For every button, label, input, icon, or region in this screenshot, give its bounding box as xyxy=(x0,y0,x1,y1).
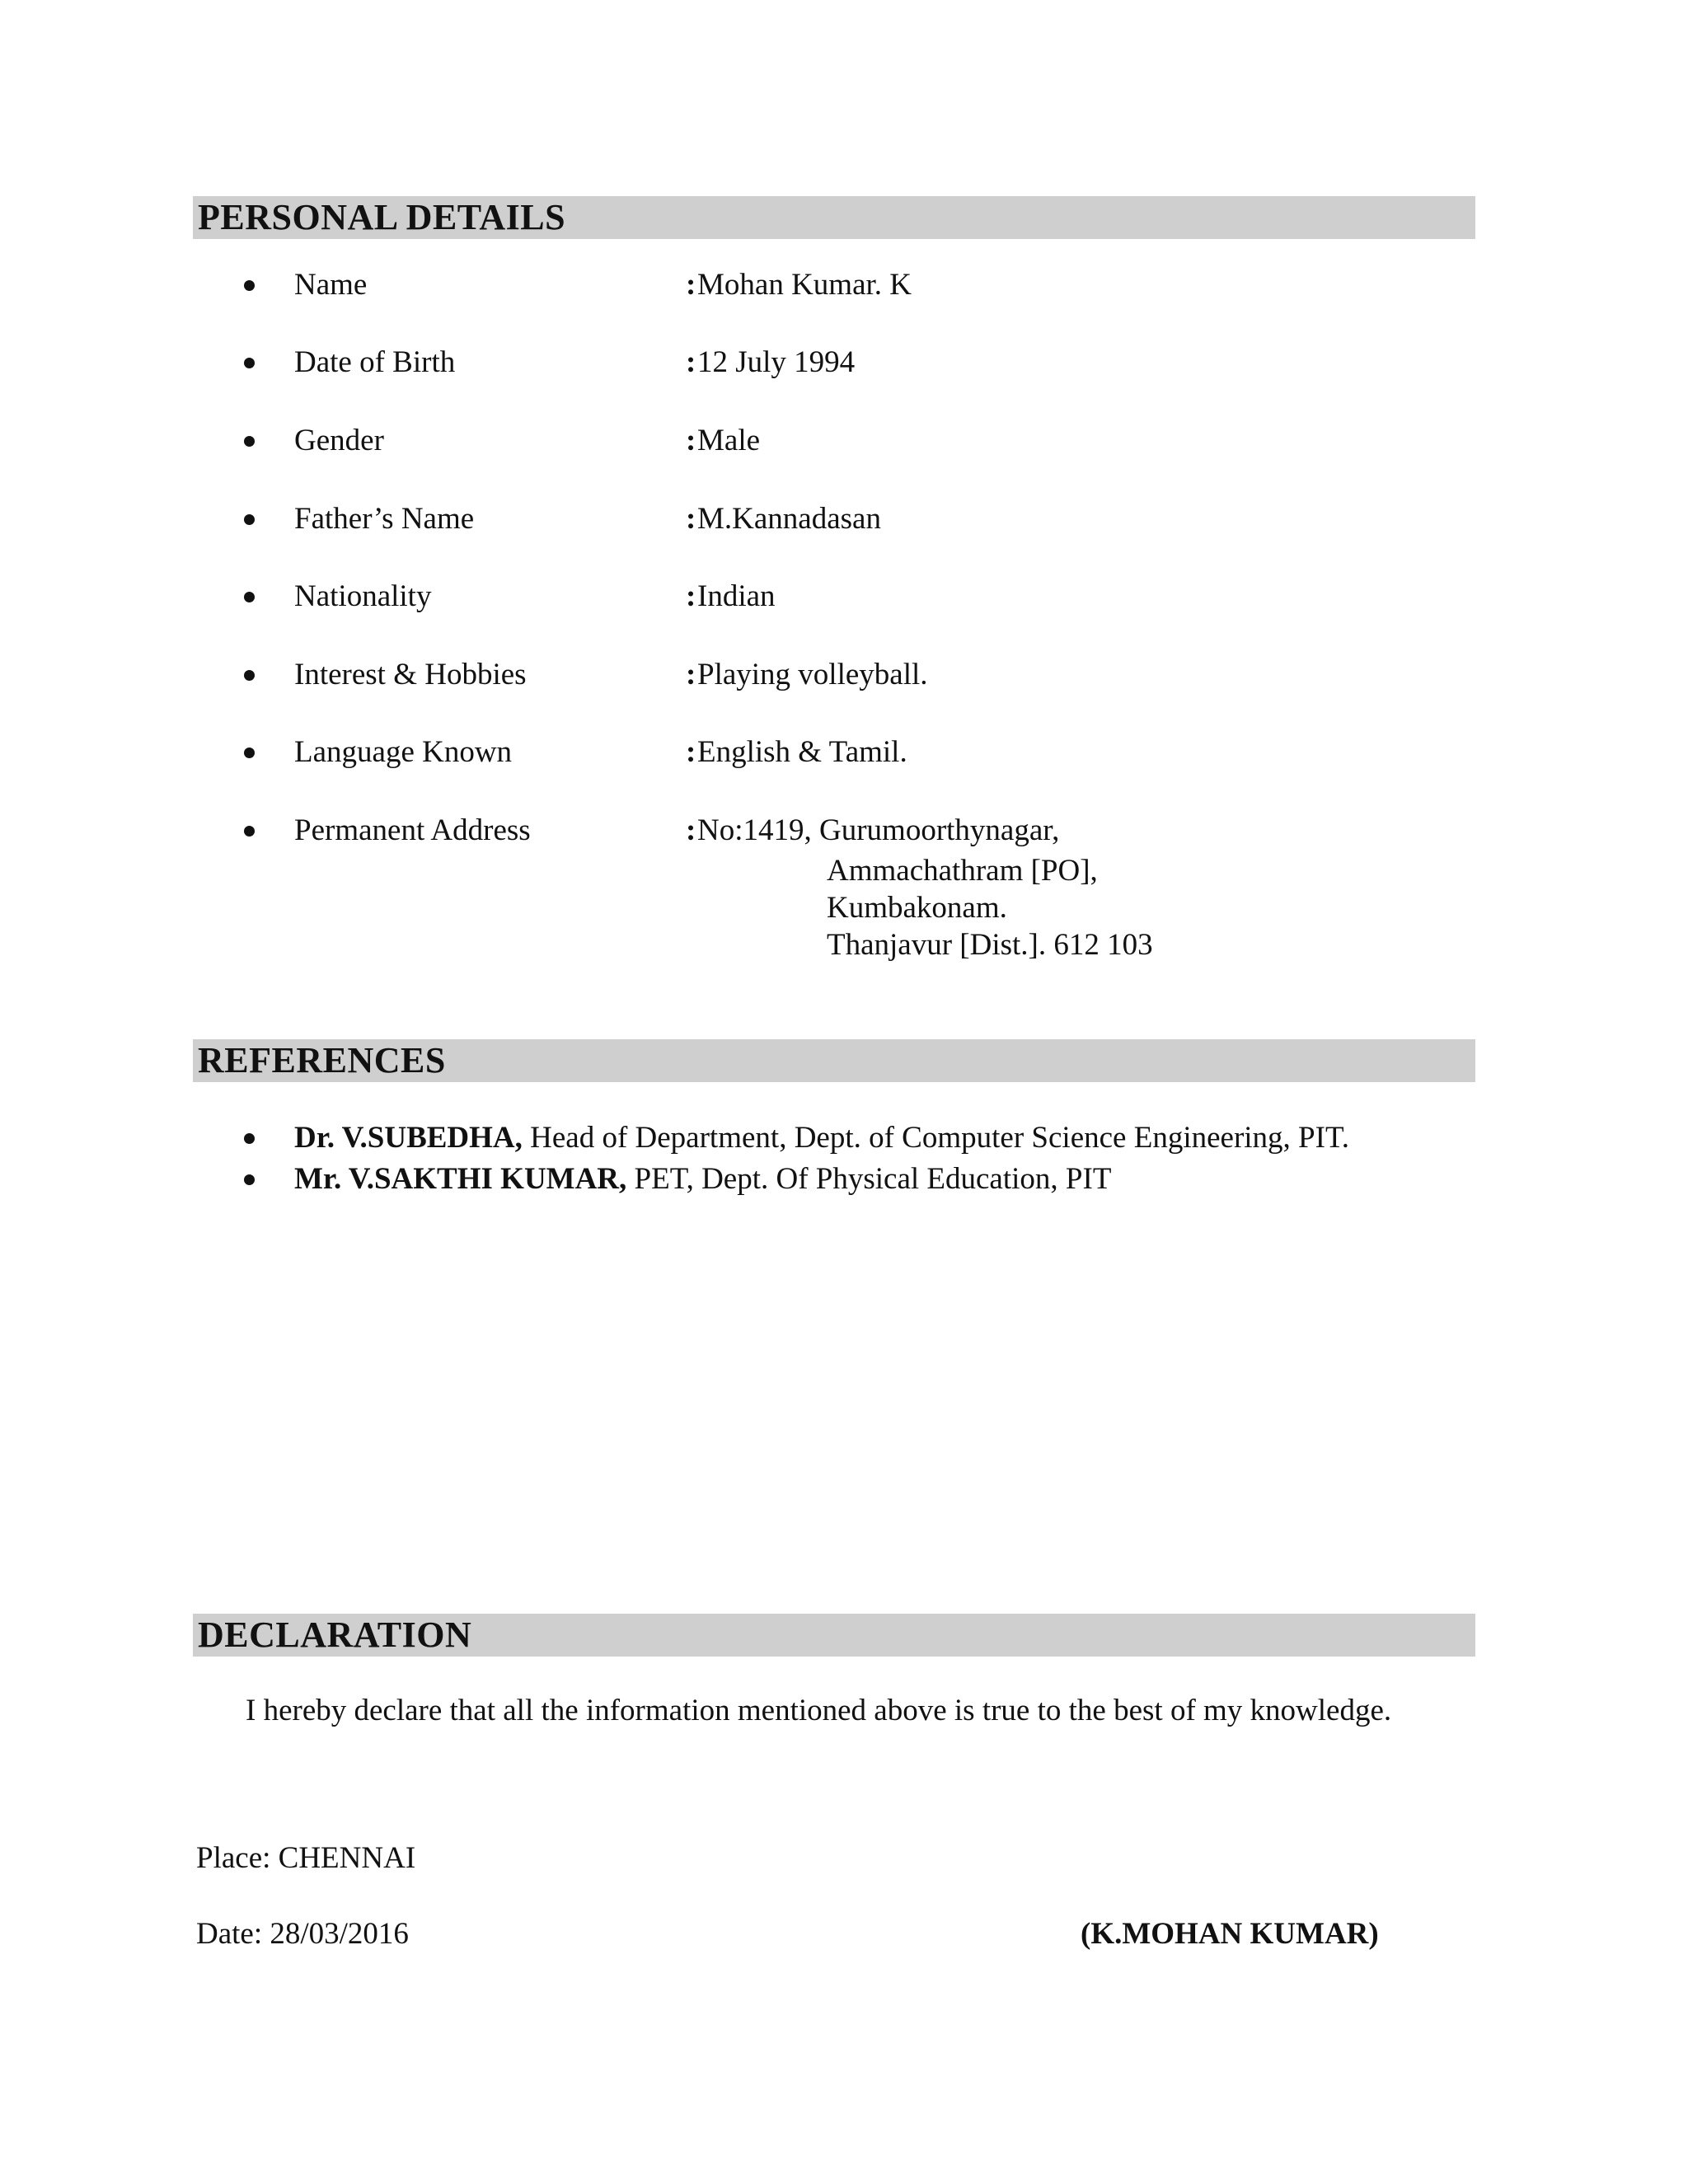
reference-detail: PET, Dept. Of Physical Education, PIT xyxy=(626,1162,1112,1196)
detail-label: Father’s Name xyxy=(294,502,475,536)
detail-row-gender xyxy=(0,419,1688,462)
bullet-icon xyxy=(244,809,260,852)
reference-item xyxy=(0,1117,1688,1160)
detail-colon: : xyxy=(686,658,696,691)
detail-label: Date of Birth xyxy=(294,345,456,379)
detail-label: Permanent Address xyxy=(294,813,531,847)
detail-colon: : xyxy=(686,735,696,769)
detail-label: Gender xyxy=(294,424,384,457)
detail-value: 12 July 1994 xyxy=(697,345,856,379)
declaration-text: I hereby declare that all the information mentioned above is true to the best of my knowledge. xyxy=(246,1694,1392,1727)
detail-value: Male xyxy=(697,424,761,457)
bullet-icon xyxy=(244,419,260,462)
detail-colon: : xyxy=(686,579,696,613)
bullet-icon xyxy=(244,1117,260,1160)
bullet-icon xyxy=(244,1158,260,1201)
detail-row-name xyxy=(0,264,1688,307)
bullet-icon xyxy=(244,654,260,696)
reference-item xyxy=(0,1158,1688,1201)
address-line: Ammachathram [PO], xyxy=(827,854,1098,888)
detail-value: Mohan Kumar. K xyxy=(697,268,912,302)
detail-colon: : xyxy=(686,424,696,457)
detail-label: Interest & Hobbies xyxy=(294,658,527,691)
detail-colon: : xyxy=(686,268,696,302)
reference-name: Dr. V.SUBEDHA, xyxy=(294,1121,523,1155)
detail-label: Name xyxy=(294,268,368,302)
detail-row-languages xyxy=(0,731,1688,774)
detail-colon: : xyxy=(686,502,696,536)
address-line: Kumbakonam. xyxy=(827,891,1007,925)
reference-name: Mr. V.SAKTHI KUMAR, xyxy=(294,1162,627,1196)
bullet-icon xyxy=(244,498,260,541)
detail-value: M.Kannadasan xyxy=(697,502,881,536)
address-line: Thanjavur [Dist.]. 612 103 xyxy=(827,928,1153,962)
detail-row-hobbies xyxy=(0,654,1688,696)
detail-colon: : xyxy=(686,345,696,379)
detail-label: Language Known xyxy=(294,735,513,769)
reference-text xyxy=(294,1117,1349,1160)
detail-row-address xyxy=(0,809,1688,852)
bullet-icon xyxy=(244,341,260,384)
bullet-icon xyxy=(244,731,260,774)
place-text: Place: CHENNAI xyxy=(196,1841,416,1875)
reference-detail: Head of Department, Dept. of Computer Science Engineering, PIT. xyxy=(522,1121,1350,1155)
detail-row-father-name xyxy=(0,498,1688,541)
detail-row-dob xyxy=(0,341,1688,384)
detail-value: No:1419, Gurumoorthynagar, xyxy=(697,813,1060,847)
detail-row-nationality xyxy=(0,575,1688,618)
references-heading: REFERENCES xyxy=(198,1040,446,1080)
detail-colon: : xyxy=(686,813,696,847)
detail-value: Playing volleyball. xyxy=(697,658,928,691)
personal-details-heading: PERSONAL DETAILS xyxy=(198,197,566,237)
bullet-icon xyxy=(244,575,260,618)
date-text: Date: 28/03/2016 xyxy=(196,1917,409,1951)
signature-name: (K.MOHAN KUMAR) xyxy=(1081,1917,1379,1951)
declaration-heading: DECLARATION xyxy=(198,1615,472,1655)
bullet-icon xyxy=(244,264,260,307)
detail-value: English & Tamil. xyxy=(697,735,907,769)
detail-label: Nationality xyxy=(294,579,432,613)
detail-value: Indian xyxy=(697,579,776,613)
reference-text xyxy=(294,1158,1111,1201)
